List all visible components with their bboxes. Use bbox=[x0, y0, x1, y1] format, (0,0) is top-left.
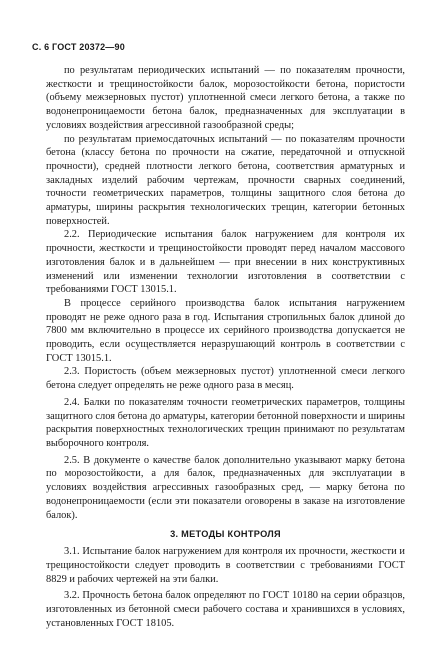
paragraph-acceptance-tests: по результатам приемосдаточных испытаний — по показателям прочности бетона (классу бетона по прочности на сжатие, передаточной и отпускной прочности), средней плотности легкого бетона, соответствия арматурных и закладных изделий рабочим чертежам, прочности сварных соединений, точности геометрических параметров, толщины защитного слоя бетона до арматуры, ширины раскрытия технологических трещин, категории бетонных поверхностей. bbox=[46, 133, 405, 227]
paragraph-3-2: 3.2. Прочность бетона балок определяют по ГОСТ 10180 на серии образцов, изготовленных из бетонной смеси рабочего состава и хранившихся в условиях, установленных ГОСТ 18105. bbox=[46, 590, 405, 629]
paragraph-2-3: 2.3. Пористость (объем межзерновых пустот) уплотненной смеси легкого бетона следует определять не реже одного раза в месяц. bbox=[46, 366, 405, 392]
paragraph-2-4: 2.4. Балки по показателям точности геометрических параметров, толщины защитного слоя бетона до арматуры, категории бетонной поверхности и ширины раскрытия поверхностных технологических трещин принимают по результатам выборочного контроля. bbox=[46, 396, 405, 449]
section-title: 3. МЕТОДЫ КОНТРОЛЯ bbox=[170, 529, 281, 540]
paragraph-periodic-tests: по результатам периодических испытаний — по показателям прочности, жесткости и трещиностойкости балок, морозостойкости бетона, пористости (объему межзерновых пустот) уплотненной смеси легкого бетона, а также по водонепроницаемости бетона балок, предназначенных для эксплуатации в условиях воздействия агрессивной газообразной среды; bbox=[46, 65, 405, 131]
paragraph-2-2: 2.2. Периодические испытания балок нагружением для контроля их прочности, жесткости и трещиностойкости проводят перед началом массового изготовления балок и в дальнейшем — при внесении в них конструктивных изменений или изменении технологии изготовления в соответствии с требованиями ГОСТ 13015.1. bbox=[46, 229, 405, 296]
paragraph-2-5: 2.5. В документе о качестве балок дополнительно указывают марку бетона по морозостойкости, а для балок, предназначенных для эксплуатации в условиях воздействия агрессивных газообразных сред, — марку бетона по водонепроницаемости (если эти показатели оговорены в заказе на изготовление балок). bbox=[46, 454, 405, 521]
page-header: С. 6 ГОСТ 20372—90 bbox=[32, 42, 125, 52]
paragraph-serial-production: В процессе серийного производства балок испытания нагружением проводят не реже одного раза в год. Испытания стропильных балок длиной до 7800 мм включительно в процессе их серийного производства допускается не проводить, если осуществляется неразрушающий контроль в соответствии с ГОСТ 13015.1. bbox=[46, 297, 405, 364]
paragraph-3-1: 3.1. Испытание балок нагружением для контроля их прочности, жесткости и трещиностойкости следует проводить в соответствии с требованиями ГОСТ 8829 и рабочих чертежей на эти балки. bbox=[46, 546, 405, 585]
document-body bbox=[46, 64, 405, 630]
